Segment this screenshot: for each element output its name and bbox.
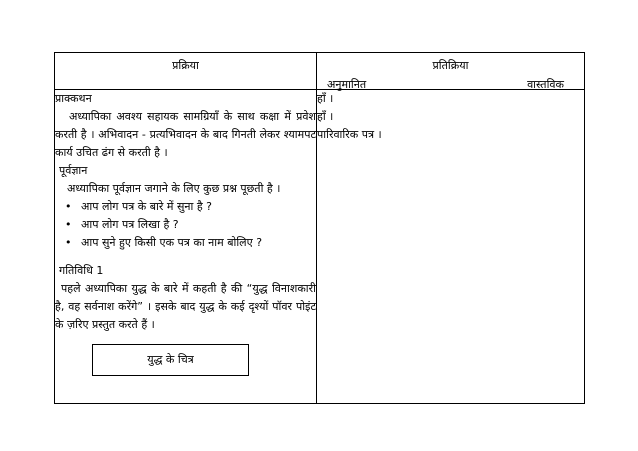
question-list <box>55 198 316 252</box>
list-item <box>55 198 316 216</box>
process-cell <box>55 90 317 404</box>
prior-knowledge-heading: पूर्वज्ञान <box>59 164 88 177</box>
bullet-icon: • <box>65 236 72 249</box>
list-item <box>55 216 316 234</box>
response-item: हाँ । <box>317 92 334 105</box>
list-item <box>55 234 316 252</box>
response-column-header <box>317 53 585 90</box>
expected-subheader: अनुमानित <box>327 78 367 91</box>
spacer <box>55 252 316 262</box>
lesson-plan-table <box>54 52 585 404</box>
bullet-icon: • <box>65 218 72 231</box>
question-text: आप लोग पत्र के बारे में सुना है ? <box>81 200 213 213</box>
process-header-text: प्रक्रिया <box>172 59 199 72</box>
response-header-text: प्रतिक्रिया <box>432 59 469 72</box>
response-item: हाँ । <box>317 110 334 123</box>
table-body-row <box>55 90 585 404</box>
intro-paragraph: अध्यापिका अवश्य सहायक सामग्रियाँ के साथ कक्षा में प्रवेश करती है । अभिवादन - प्रत्यभिवादन के बाद गिनती लेकर श्यामपट कार्य उचित ढंग से करती है । <box>55 110 316 159</box>
bullet-icon: • <box>65 200 72 213</box>
activity-paragraph: पहले अध्यापिका युद्ध के बारे में कहती है की “युद्ध विनाशकारी है, वह सर्वनाश करेंगे” । इसके बाद युद्ध के कई दृश्यों पॉवर पोइंट के ज़रिए प्रस्तुत करते हैं । <box>55 282 316 331</box>
table-header-row <box>55 53 585 90</box>
response-cell <box>317 90 585 404</box>
question-text: आप लोग पत्र लिखा है ? <box>81 218 179 231</box>
question-text: आप सुने हुए किसी एक पत्र का नाम बोलिए ? <box>81 236 263 249</box>
process-column-header <box>55 53 317 90</box>
response-item: पारिवारिक पत्र । <box>317 128 382 141</box>
prior-knowledge-text: अध्यापिका पूर्वज्ञान जगाने के लिए कुछ प्रश्न पूछती है । <box>67 182 281 195</box>
intro-heading: प्राक्कथन <box>55 92 92 105</box>
war-pictures-box: युद्ध के चित्र <box>92 344 249 376</box>
actual-subheader: वास्तविक <box>527 78 564 91</box>
activity-heading: गतिविधि 1 <box>59 264 104 277</box>
